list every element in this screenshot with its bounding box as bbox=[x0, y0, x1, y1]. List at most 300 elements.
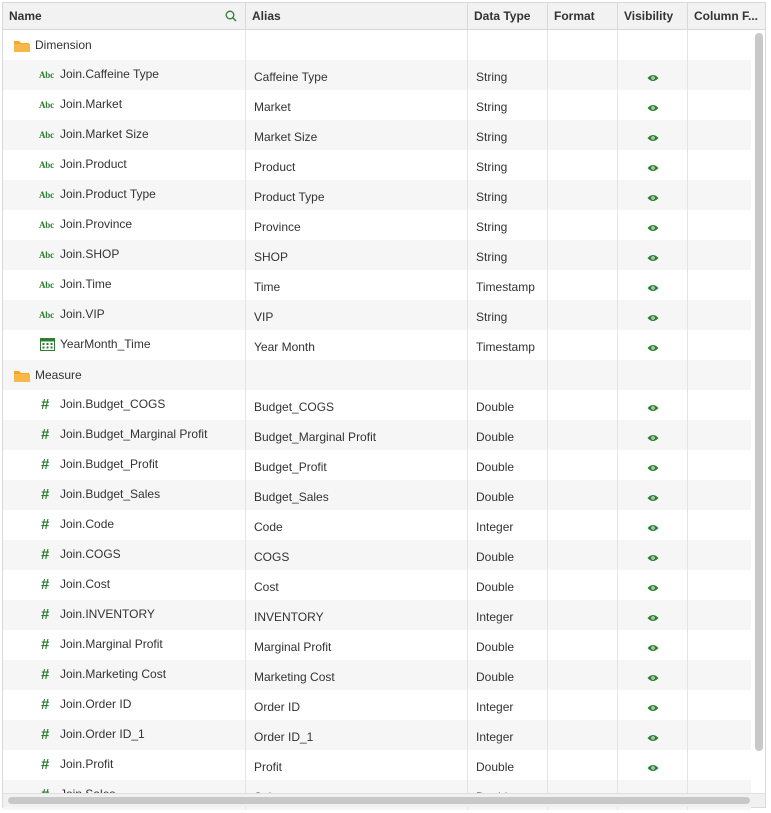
column-format-cell[interactable] bbox=[688, 120, 751, 150]
visibility-cell[interactable] bbox=[618, 30, 688, 60]
abc-icon: Abc bbox=[39, 70, 54, 80]
alias-value: Product Type bbox=[254, 190, 325, 204]
alias-value: Order ID_1 bbox=[254, 730, 314, 744]
alias-cell[interactable] bbox=[246, 540, 468, 570]
eye-icon[interactable] bbox=[647, 701, 659, 715]
format-cell[interactable] bbox=[548, 330, 618, 360]
folder-row[interactable] bbox=[3, 30, 751, 60]
data-type-value: Double bbox=[476, 430, 515, 444]
alias-value: Budget_Marginal Profit bbox=[254, 430, 377, 444]
name-cell[interactable] bbox=[3, 150, 246, 180]
table-row[interactable] bbox=[3, 120, 751, 150]
data-type-value: String bbox=[476, 160, 508, 174]
alias-value: SHOP bbox=[254, 250, 289, 264]
visibility-cell[interactable] bbox=[618, 120, 688, 150]
field-name: Join.Province bbox=[60, 217, 133, 231]
data-type-value: Double bbox=[476, 400, 515, 414]
name-cell[interactable] bbox=[3, 90, 246, 120]
name-cell[interactable] bbox=[3, 600, 246, 630]
abc-icon: Abc bbox=[39, 100, 54, 110]
abc-icon: Abc bbox=[39, 190, 54, 200]
field-name: Join.Market bbox=[60, 97, 123, 111]
format-cell[interactable] bbox=[548, 210, 618, 240]
visibility-cell[interactable] bbox=[618, 480, 688, 510]
table-row[interactable] bbox=[3, 300, 751, 330]
field-name: Join.Caffeine Type bbox=[60, 67, 159, 81]
field-name: Join.Profit bbox=[60, 757, 114, 771]
field-name: YearMonth_Time bbox=[60, 337, 151, 351]
table-row[interactable] bbox=[3, 60, 751, 90]
alias-value: Marketing Cost bbox=[254, 670, 335, 684]
alias-cell[interactable] bbox=[246, 30, 468, 60]
format-cell[interactable] bbox=[548, 510, 618, 540]
field-name: Join.Budget_Profit bbox=[60, 457, 159, 471]
field-name: Join.Marginal Profit bbox=[60, 637, 163, 651]
table-row[interactable] bbox=[3, 240, 751, 270]
data-type-value: Double bbox=[476, 580, 515, 594]
alias-value: Marginal Profit bbox=[254, 640, 332, 654]
column-format-cell[interactable] bbox=[688, 630, 751, 660]
data-type-cell[interactable] bbox=[468, 480, 548, 510]
table-row[interactable] bbox=[3, 660, 751, 690]
column-format-cell[interactable] bbox=[688, 600, 751, 630]
field-name: Join.Budget_COGS bbox=[60, 397, 166, 411]
column-header-column-format[interactable] bbox=[688, 3, 765, 29]
data-type-cell[interactable] bbox=[468, 210, 548, 240]
data-type-cell[interactable] bbox=[468, 660, 548, 690]
format-cell[interactable] bbox=[548, 480, 618, 510]
data-type-cell[interactable] bbox=[468, 750, 548, 780]
table-row[interactable] bbox=[3, 150, 751, 180]
name-cell[interactable] bbox=[3, 30, 246, 60]
format-cell[interactable] bbox=[548, 120, 618, 150]
field-name: Join.VIP bbox=[60, 307, 105, 321]
field-name: Join.INVENTORY bbox=[60, 607, 155, 621]
column-header-data-type[interactable] bbox=[468, 3, 548, 29]
data-type-value: String bbox=[476, 310, 508, 324]
table-row[interactable] bbox=[3, 750, 751, 780]
alias-cell[interactable] bbox=[246, 390, 468, 420]
format-cell[interactable] bbox=[548, 690, 618, 720]
name-cell[interactable] bbox=[3, 570, 246, 600]
table-row[interactable] bbox=[3, 600, 751, 630]
abc-icon: Abc bbox=[39, 160, 54, 170]
eye-icon[interactable] bbox=[647, 581, 659, 595]
folder-name: Dimension bbox=[35, 38, 92, 52]
data-type-cell[interactable] bbox=[468, 150, 548, 180]
alias-value: Code bbox=[254, 520, 283, 534]
name-cell[interactable] bbox=[3, 390, 246, 420]
column-format-cell[interactable] bbox=[688, 90, 751, 120]
column-format-cell[interactable] bbox=[688, 240, 751, 270]
eye-icon[interactable] bbox=[647, 131, 659, 145]
field-name: Join.Order ID_1 bbox=[60, 727, 145, 741]
name-cell[interactable] bbox=[3, 510, 246, 540]
visibility-cell[interactable] bbox=[618, 510, 688, 540]
eye-icon[interactable] bbox=[647, 521, 659, 535]
column-header-name[interactable] bbox=[3, 3, 246, 29]
name-cell[interactable] bbox=[3, 450, 246, 480]
visibility-cell[interactable] bbox=[618, 600, 688, 630]
format-cell[interactable] bbox=[548, 240, 618, 270]
table-row[interactable] bbox=[3, 180, 751, 210]
name-cell[interactable] bbox=[3, 720, 246, 750]
alias-value: VIP bbox=[254, 310, 274, 324]
name-cell[interactable] bbox=[3, 690, 246, 720]
field-name: Join.Budget_Sales bbox=[60, 487, 161, 501]
column-format-cell[interactable] bbox=[688, 420, 751, 450]
field-name: Join.Time bbox=[60, 277, 112, 291]
data-type-cell[interactable] bbox=[468, 60, 548, 90]
alias-cell[interactable] bbox=[246, 180, 468, 210]
alias-cell[interactable] bbox=[246, 240, 468, 270]
hash-icon: # bbox=[41, 546, 50, 563]
abc-icon: Abc bbox=[39, 130, 54, 140]
field-name: Join.COGS bbox=[60, 547, 121, 561]
calendar-icon bbox=[40, 337, 55, 354]
abc-icon: Abc bbox=[39, 310, 54, 320]
column-format-cell[interactable] bbox=[688, 60, 751, 90]
data-type-cell[interactable] bbox=[468, 90, 548, 120]
eye-icon[interactable] bbox=[647, 461, 659, 475]
alias-value: Year Month bbox=[254, 340, 315, 354]
name-cell[interactable] bbox=[3, 360, 246, 390]
hash-icon: # bbox=[41, 516, 50, 533]
name-cell[interactable] bbox=[3, 540, 246, 570]
data-type-value: Integer bbox=[476, 610, 514, 624]
name-cell[interactable] bbox=[3, 750, 246, 780]
alias-cell[interactable] bbox=[246, 660, 468, 690]
data-type-value: Timestamp bbox=[476, 280, 535, 294]
data-type-value: Double bbox=[476, 490, 515, 504]
alias-cell[interactable] bbox=[246, 360, 468, 390]
eye-icon[interactable] bbox=[647, 671, 659, 685]
field-name: Join.Budget_Marginal Profit bbox=[60, 427, 208, 441]
alias-value: COGS bbox=[254, 550, 290, 564]
data-type-value: Double bbox=[476, 640, 515, 654]
data-type-value: String bbox=[476, 250, 508, 264]
data-type-value: String bbox=[476, 190, 508, 204]
format-cell[interactable] bbox=[548, 150, 618, 180]
eye-icon[interactable] bbox=[647, 161, 659, 175]
alias-cell[interactable] bbox=[246, 60, 468, 90]
eye-icon[interactable] bbox=[647, 431, 659, 445]
name-cell[interactable] bbox=[3, 300, 246, 330]
eye-icon[interactable] bbox=[647, 641, 659, 655]
visibility-cell[interactable] bbox=[618, 660, 688, 690]
data-type-value: Double bbox=[476, 460, 515, 474]
alias-cell[interactable] bbox=[246, 300, 468, 330]
alias-cell[interactable] bbox=[246, 480, 468, 510]
visibility-cell[interactable] bbox=[618, 420, 688, 450]
alias-value: Budget_Sales bbox=[254, 490, 329, 504]
data-type-value: Timestamp bbox=[476, 340, 535, 354]
folder-row[interactable] bbox=[3, 360, 751, 390]
field-grid bbox=[2, 2, 766, 808]
folder-name: Measure bbox=[35, 368, 82, 382]
format-cell[interactable] bbox=[548, 570, 618, 600]
name-cell[interactable] bbox=[3, 270, 246, 300]
data-type-cell[interactable] bbox=[468, 510, 548, 540]
visibility-cell[interactable] bbox=[618, 240, 688, 270]
format-cell[interactable] bbox=[548, 630, 618, 660]
data-type-cell[interactable] bbox=[468, 420, 548, 450]
hash-icon: # bbox=[41, 666, 50, 683]
hash-icon: # bbox=[41, 726, 50, 743]
alias-cell[interactable] bbox=[246, 420, 468, 450]
column-format-cell[interactable] bbox=[688, 690, 751, 720]
data-type-value: Integer bbox=[476, 730, 514, 744]
alias-value: Budget_Profit bbox=[254, 460, 327, 474]
abc-icon: Abc bbox=[39, 250, 54, 260]
data-type-cell[interactable] bbox=[468, 540, 548, 570]
column-header-visibility-label: Visibility bbox=[624, 9, 674, 23]
name-cell[interactable] bbox=[3, 60, 246, 90]
format-cell[interactable] bbox=[548, 360, 618, 390]
alias-cell[interactable] bbox=[246, 690, 468, 720]
data-type-cell[interactable] bbox=[468, 240, 548, 270]
column-header-alias[interactable] bbox=[246, 3, 468, 29]
format-cell[interactable] bbox=[548, 270, 618, 300]
data-type-value: String bbox=[476, 220, 508, 234]
horizontal-scrollbar[interactable] bbox=[8, 797, 750, 804]
abc-icon: Abc bbox=[39, 220, 54, 230]
alias-value: Province bbox=[254, 220, 301, 234]
table-row[interactable] bbox=[3, 420, 751, 450]
visibility-cell[interactable] bbox=[618, 450, 688, 480]
column-format-cell[interactable] bbox=[688, 480, 751, 510]
eye-icon[interactable] bbox=[647, 341, 659, 355]
visibility-cell[interactable] bbox=[618, 330, 688, 360]
data-type-cell[interactable] bbox=[468, 330, 548, 360]
visibility-cell[interactable] bbox=[618, 300, 688, 330]
alias-cell[interactable] bbox=[246, 120, 468, 150]
visibility-cell[interactable] bbox=[618, 60, 688, 90]
table-row[interactable] bbox=[3, 480, 751, 510]
alias-value: Budget_COGS bbox=[254, 400, 335, 414]
column-header-alias-label: Alias bbox=[252, 9, 281, 23]
visibility-cell[interactable] bbox=[618, 690, 688, 720]
alias-cell[interactable] bbox=[246, 210, 468, 240]
visibility-cell[interactable] bbox=[618, 390, 688, 420]
alias-value: Profit bbox=[254, 760, 283, 774]
table-row[interactable] bbox=[3, 540, 751, 570]
column-header-format-label: Format bbox=[554, 9, 595, 23]
column-format-cell[interactable] bbox=[688, 720, 751, 750]
table-row[interactable] bbox=[3, 90, 751, 120]
alias-cell[interactable] bbox=[246, 330, 468, 360]
table-row[interactable] bbox=[3, 510, 751, 540]
visibility-cell[interactable] bbox=[618, 540, 688, 570]
column-format-cell[interactable] bbox=[688, 660, 751, 690]
column-format-cell[interactable] bbox=[688, 330, 751, 360]
data-type-value: Integer bbox=[476, 700, 514, 714]
name-cell[interactable] bbox=[3, 330, 246, 360]
column-format-cell[interactable] bbox=[688, 180, 751, 210]
field-name: Join.Cost bbox=[60, 577, 111, 591]
name-cell[interactable] bbox=[3, 660, 246, 690]
eye-icon[interactable] bbox=[647, 101, 659, 115]
field-name: Join.Code bbox=[60, 517, 115, 531]
visibility-cell[interactable] bbox=[618, 270, 688, 300]
alias-value: Order ID bbox=[254, 700, 301, 714]
vertical-scrollbar[interactable] bbox=[755, 33, 763, 751]
format-cell[interactable] bbox=[548, 30, 618, 60]
hash-icon: # bbox=[41, 486, 50, 503]
visibility-cell[interactable] bbox=[618, 180, 688, 210]
column-format-cell[interactable] bbox=[688, 300, 751, 330]
format-cell[interactable] bbox=[548, 90, 618, 120]
data-type-cell[interactable] bbox=[468, 630, 548, 660]
format-cell[interactable] bbox=[548, 60, 618, 90]
eye-icon[interactable] bbox=[647, 551, 659, 565]
visibility-cell[interactable] bbox=[618, 570, 688, 600]
table-row[interactable] bbox=[3, 570, 751, 600]
data-type-cell[interactable] bbox=[468, 30, 548, 60]
hash-icon: # bbox=[41, 426, 50, 443]
field-name: Join.Product Type bbox=[60, 187, 156, 201]
hash-icon: # bbox=[41, 756, 50, 773]
data-type-cell[interactable] bbox=[468, 570, 548, 600]
visibility-cell[interactable] bbox=[618, 630, 688, 660]
data-type-cell[interactable] bbox=[468, 180, 548, 210]
visibility-cell[interactable] bbox=[618, 210, 688, 240]
name-cell[interactable] bbox=[3, 180, 246, 210]
folder-icon bbox=[13, 369, 31, 386]
table-row[interactable] bbox=[3, 390, 751, 420]
visibility-cell[interactable] bbox=[618, 360, 688, 390]
data-type-value: String bbox=[476, 70, 508, 84]
format-cell[interactable] bbox=[548, 540, 618, 570]
data-type-cell[interactable] bbox=[468, 600, 548, 630]
eye-icon[interactable] bbox=[647, 221, 659, 235]
column-format-cell[interactable] bbox=[688, 540, 751, 570]
column-format-cell[interactable] bbox=[688, 750, 751, 780]
data-type-cell[interactable] bbox=[468, 300, 548, 330]
alias-cell[interactable] bbox=[246, 270, 468, 300]
alias-cell[interactable] bbox=[246, 510, 468, 540]
data-type-cell[interactable] bbox=[468, 390, 548, 420]
data-type-value: Double bbox=[476, 550, 515, 564]
alias-value: Time bbox=[254, 280, 281, 294]
column-format-cell[interactable] bbox=[688, 570, 751, 600]
column-header-visibility[interactable] bbox=[618, 3, 688, 29]
name-cell[interactable] bbox=[3, 240, 246, 270]
column-header-format[interactable] bbox=[548, 3, 618, 29]
data-type-cell[interactable] bbox=[468, 120, 548, 150]
visibility-cell[interactable] bbox=[618, 90, 688, 120]
eye-icon[interactable] bbox=[647, 311, 659, 325]
hash-icon: # bbox=[41, 636, 50, 653]
alias-value: Cost bbox=[254, 580, 279, 594]
column-format-cell[interactable] bbox=[688, 360, 751, 390]
name-cell[interactable] bbox=[3, 480, 246, 510]
column-format-cell[interactable] bbox=[688, 510, 751, 540]
field-name: Join.Marketing Cost bbox=[60, 667, 167, 681]
alias-value: Market Size bbox=[254, 130, 318, 144]
alias-value: Market bbox=[254, 100, 291, 114]
eye-icon[interactable] bbox=[647, 191, 659, 205]
format-cell[interactable] bbox=[548, 420, 618, 450]
field-name: Join.SHOP bbox=[60, 247, 120, 261]
data-type-value: String bbox=[476, 130, 508, 144]
eye-icon[interactable] bbox=[647, 251, 659, 265]
data-type-cell[interactable] bbox=[468, 360, 548, 390]
data-type-cell[interactable] bbox=[468, 450, 548, 480]
eye-icon[interactable] bbox=[647, 71, 659, 85]
alias-cell[interactable] bbox=[246, 750, 468, 780]
eye-icon[interactable] bbox=[647, 281, 659, 295]
visibility-cell[interactable] bbox=[618, 750, 688, 780]
alias-cell[interactable] bbox=[246, 150, 468, 180]
name-cell[interactable] bbox=[3, 120, 246, 150]
visibility-cell[interactable] bbox=[618, 150, 688, 180]
search-icon[interactable] bbox=[225, 10, 237, 22]
grid-header bbox=[3, 3, 765, 30]
alias-cell[interactable] bbox=[246, 90, 468, 120]
format-cell[interactable] bbox=[548, 660, 618, 690]
data-type-cell[interactable] bbox=[468, 270, 548, 300]
table-row[interactable] bbox=[3, 630, 751, 660]
format-cell[interactable] bbox=[548, 300, 618, 330]
field-name: Join.Product bbox=[60, 157, 127, 171]
grid-body bbox=[3, 30, 751, 795]
table-row[interactable] bbox=[3, 330, 751, 360]
field-name: Join.Order ID bbox=[60, 697, 132, 711]
alias-cell[interactable] bbox=[246, 600, 468, 630]
alias-cell[interactable] bbox=[246, 630, 468, 660]
hash-icon: # bbox=[41, 456, 50, 473]
table-row[interactable] bbox=[3, 690, 751, 720]
alias-cell[interactable] bbox=[246, 570, 468, 600]
format-cell[interactable] bbox=[548, 750, 618, 780]
format-cell[interactable] bbox=[548, 390, 618, 420]
table-row[interactable] bbox=[3, 270, 751, 300]
column-format-cell[interactable] bbox=[688, 210, 751, 240]
visibility-cell[interactable] bbox=[618, 720, 688, 750]
alias-cell[interactable] bbox=[246, 450, 468, 480]
eye-icon[interactable] bbox=[647, 611, 659, 625]
data-type-cell[interactable] bbox=[468, 720, 548, 750]
table-row[interactable] bbox=[3, 210, 751, 240]
column-format-cell[interactable] bbox=[688, 390, 751, 420]
column-format-cell[interactable] bbox=[688, 30, 751, 60]
format-cell[interactable] bbox=[548, 450, 618, 480]
format-cell[interactable] bbox=[548, 180, 618, 210]
table-row[interactable] bbox=[3, 450, 751, 480]
alias-cell[interactable] bbox=[246, 720, 468, 750]
table-row[interactable] bbox=[3, 720, 751, 750]
data-type-value: String bbox=[476, 100, 508, 114]
folder-icon bbox=[13, 39, 31, 56]
name-cell[interactable] bbox=[3, 420, 246, 450]
format-cell[interactable] bbox=[548, 720, 618, 750]
column-format-cell[interactable] bbox=[688, 450, 751, 480]
field-name: Join.Market Size bbox=[60, 127, 149, 141]
eye-icon[interactable] bbox=[647, 761, 659, 775]
name-cell[interactable] bbox=[3, 210, 246, 240]
format-cell[interactable] bbox=[548, 600, 618, 630]
eye-icon[interactable] bbox=[647, 401, 659, 415]
alias-value: Product bbox=[254, 160, 296, 174]
eye-icon[interactable] bbox=[647, 491, 659, 505]
data-type-cell[interactable] bbox=[468, 690, 548, 720]
name-cell[interactable] bbox=[3, 630, 246, 660]
column-format-cell[interactable] bbox=[688, 270, 751, 300]
column-format-cell[interactable] bbox=[688, 150, 751, 180]
data-type-value: Double bbox=[476, 670, 515, 684]
eye-icon[interactable] bbox=[647, 731, 659, 745]
